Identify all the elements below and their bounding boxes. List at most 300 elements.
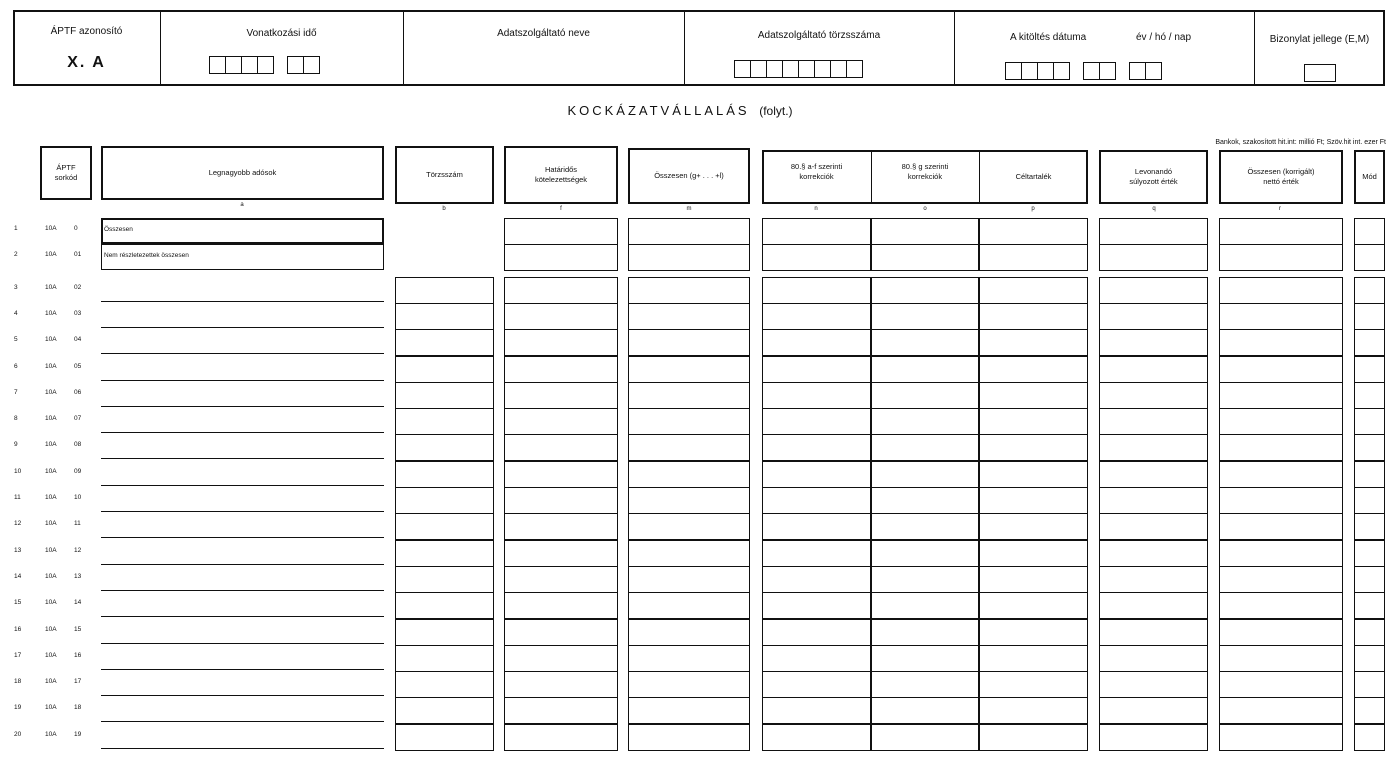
- value-cell[interactable]: [762, 540, 871, 567]
- value-cell[interactable]: [871, 592, 979, 619]
- value-cell[interactable]: [395, 487, 494, 514]
- value-cell[interactable]: [1099, 513, 1208, 540]
- row-number: 4: [14, 310, 18, 317]
- value-cell[interactable]: [1354, 303, 1385, 330]
- value-cell[interactable]: [871, 382, 979, 409]
- value-cell[interactable]: [628, 513, 750, 540]
- value-cell[interactable]: [762, 619, 871, 646]
- debtor-name-line[interactable]: [101, 721, 384, 722]
- reference-time-section: [160, 10, 403, 86]
- reference-time-digit-box[interactable]: [287, 56, 304, 74]
- provider-reg-section: [684, 10, 954, 86]
- value-cell[interactable]: [504, 645, 618, 672]
- value-cell[interactable]: [395, 461, 494, 488]
- provider-reg-digit-box[interactable]: [734, 60, 751, 78]
- value-cell[interactable]: [395, 513, 494, 540]
- value-cell[interactable]: [628, 566, 750, 593]
- value-cell[interactable]: [762, 408, 871, 435]
- value-cell[interactable]: [504, 303, 618, 330]
- value-cell[interactable]: [1099, 645, 1208, 672]
- row-number: 19: [14, 704, 22, 711]
- value-cell[interactable]: [1354, 434, 1385, 461]
- value-cell[interactable]: [395, 277, 494, 304]
- row-aptf-subcode: 06: [74, 389, 82, 396]
- title-suffix: (folyt.): [759, 104, 793, 118]
- value-cell[interactable]: [871, 487, 979, 514]
- value-cell[interactable]: [395, 645, 494, 672]
- value-cell[interactable]: [1354, 619, 1385, 646]
- row-number: 8: [14, 415, 18, 422]
- debtor-name-line[interactable]: [101, 564, 384, 565]
- value-cell[interactable]: [1099, 434, 1208, 461]
- letter-reg-no: b: [442, 206, 446, 212]
- value-cell[interactable]: [762, 461, 871, 488]
- value-cell[interactable]: [1099, 671, 1208, 698]
- letter-debtors: a: [240, 202, 244, 208]
- value-cell[interactable]: [1354, 487, 1385, 514]
- row-aptf-code: 10A: [45, 389, 57, 396]
- value-cell[interactable]: [504, 461, 618, 488]
- fill-date-digit-box[interactable]: [1083, 62, 1100, 80]
- value-cell[interactable]: [1354, 277, 1385, 304]
- value-cell[interactable]: [762, 487, 871, 514]
- value-cell[interactable]: [871, 244, 979, 271]
- units-note: Bankok, szakosított hit.int: millió Ft; Szöv.hit int. ezer Ft: [1215, 139, 1386, 146]
- row-aptf-subcode: 07: [74, 415, 82, 422]
- provider-reg-digit-box[interactable]: [750, 60, 767, 78]
- value-cell[interactable]: [628, 356, 750, 383]
- letter-total: m: [686, 206, 692, 212]
- value-cell[interactable]: [1219, 540, 1343, 567]
- value-cell[interactable]: [762, 218, 871, 245]
- debtor-name-line[interactable]: [101, 511, 384, 512]
- value-cell[interactable]: [1219, 671, 1343, 698]
- value-cell[interactable]: [1099, 619, 1208, 646]
- reference-time-digit-box[interactable]: [225, 56, 242, 74]
- value-cell[interactable]: [1219, 566, 1343, 593]
- value-cell[interactable]: [979, 619, 1088, 646]
- value-cell[interactable]: [628, 303, 750, 330]
- value-cell[interactable]: [1219, 461, 1343, 488]
- value-cell[interactable]: [1099, 277, 1208, 304]
- row-aptf-code: 10A: [45, 652, 57, 659]
- doc-type-input[interactable]: [1304, 64, 1336, 82]
- value-cell[interactable]: [979, 671, 1088, 698]
- value-cell[interactable]: [628, 244, 750, 271]
- value-cell[interactable]: [979, 303, 1088, 330]
- row-aptf-code: 10A: [45, 251, 57, 258]
- value-cell[interactable]: [762, 434, 871, 461]
- row-aptf-subcode: 11: [74, 520, 81, 527]
- value-cell[interactable]: [1219, 697, 1343, 724]
- value-cell[interactable]: [504, 566, 618, 593]
- value-cell[interactable]: [628, 382, 750, 409]
- row-number: 16: [14, 626, 22, 633]
- value-cell[interactable]: [1219, 218, 1343, 245]
- value-cell[interactable]: [871, 671, 979, 698]
- provider-reg-digit-box[interactable]: [830, 60, 847, 78]
- value-cell[interactable]: [1219, 645, 1343, 672]
- fill-date-label: A kitöltés dátuma: [1010, 32, 1087, 43]
- value-cell[interactable]: [395, 356, 494, 383]
- value-cell[interactable]: [1099, 244, 1208, 271]
- value-cell[interactable]: [504, 487, 618, 514]
- value-cell[interactable]: [504, 619, 618, 646]
- fill-date-digit-box[interactable]: [1145, 62, 1162, 80]
- value-cell[interactable]: [504, 592, 618, 619]
- value-cell[interactable]: [871, 540, 979, 567]
- provider-name-label: Adatszolgáltató neve: [497, 28, 590, 39]
- value-cell[interactable]: [504, 277, 618, 304]
- value-cell[interactable]: [504, 671, 618, 698]
- aptf-id-label: ÁPTF azonosító: [50, 26, 123, 37]
- fill-date-digit-box[interactable]: [1005, 62, 1022, 80]
- value-cell[interactable]: [1354, 329, 1385, 356]
- value-cell[interactable]: [979, 487, 1088, 514]
- letter-weighted: q: [1152, 206, 1156, 212]
- aptf-id-value: X. A: [67, 54, 106, 71]
- value-cell[interactable]: [628, 461, 750, 488]
- value-cell[interactable]: [762, 382, 871, 409]
- provider-reg-digit-box[interactable]: [766, 60, 783, 78]
- value-cell[interactable]: [504, 329, 618, 356]
- value-cell[interactable]: [628, 218, 750, 245]
- value-cell[interactable]: [628, 434, 750, 461]
- value-cell[interactable]: [871, 329, 979, 356]
- row-aptf-code: 10A: [45, 626, 57, 633]
- row-number: 1: [14, 225, 18, 232]
- value-cell[interactable]: [1354, 382, 1385, 409]
- row-number: 13: [14, 547, 22, 554]
- row-aptf-subcode: 15: [74, 626, 82, 633]
- debtor-name-line[interactable]: [101, 380, 384, 381]
- doc-type-section: [1254, 10, 1385, 86]
- value-cell[interactable]: [979, 382, 1088, 409]
- value-cell[interactable]: [395, 724, 494, 751]
- value-cell[interactable]: [871, 566, 979, 593]
- provider-reg-label: Adatszolgáltató törzsszáma: [757, 30, 881, 41]
- value-cell[interactable]: [979, 566, 1088, 593]
- value-cell[interactable]: [1354, 356, 1385, 383]
- value-cell[interactable]: [395, 671, 494, 698]
- value-cell[interactable]: [979, 408, 1088, 435]
- value-cell[interactable]: [871, 356, 979, 383]
- value-cell[interactable]: [871, 408, 979, 435]
- value-cell[interactable]: [395, 382, 494, 409]
- value-cell[interactable]: [1219, 724, 1343, 751]
- value-cell[interactable]: [628, 540, 750, 567]
- value-cell[interactable]: [979, 461, 1088, 488]
- col-aptf-code: ÁPTF sorkód: [40, 146, 92, 200]
- fill-date-digit-box[interactable]: [1099, 62, 1116, 80]
- row-aptf-subcode: 19: [74, 731, 82, 738]
- value-cell[interactable]: [979, 697, 1088, 724]
- letter-net: r: [1279, 206, 1281, 212]
- value-cell[interactable]: [871, 645, 979, 672]
- doc-type-label: Bizonylat jellege (E,M): [1269, 34, 1370, 45]
- value-cell[interactable]: [979, 540, 1088, 567]
- fill-date-digit-box[interactable]: [1037, 62, 1054, 80]
- value-cell[interactable]: [504, 408, 618, 435]
- debtor-name-line[interactable]: [101, 353, 384, 354]
- value-cell[interactable]: [395, 697, 494, 724]
- value-cell[interactable]: [979, 592, 1088, 619]
- title-main: KOCKÁZATVÁLLALÁS: [567, 103, 750, 118]
- provider-reg-digit-box[interactable]: [846, 60, 863, 78]
- debtor-name-line[interactable]: [101, 616, 384, 617]
- value-cell[interactable]: [762, 244, 871, 271]
- value-cell[interactable]: [1099, 724, 1208, 751]
- row-aptf-subcode: 01: [74, 251, 82, 258]
- value-cell[interactable]: [979, 277, 1088, 304]
- debtor-name-line[interactable]: [101, 643, 384, 644]
- debtor-name-line[interactable]: [101, 432, 384, 433]
- value-cell[interactable]: [395, 592, 494, 619]
- value-cell[interactable]: [1219, 303, 1343, 330]
- value-cell[interactable]: [1219, 487, 1343, 514]
- value-cell[interactable]: [1099, 697, 1208, 724]
- value-cell[interactable]: [1099, 566, 1208, 593]
- value-cell[interactable]: [504, 382, 618, 409]
- value-cell[interactable]: [628, 724, 750, 751]
- row-number: 20: [14, 731, 22, 738]
- value-cell[interactable]: [762, 329, 871, 356]
- value-cell[interactable]: [762, 592, 871, 619]
- value-cell[interactable]: [871, 461, 979, 488]
- value-cell[interactable]: [1099, 487, 1208, 514]
- value-cell[interactable]: [395, 619, 494, 646]
- value-cell[interactable]: [762, 277, 871, 304]
- fill-date-digit-box[interactable]: [1129, 62, 1146, 80]
- value-cell[interactable]: [871, 724, 979, 751]
- row-number: 17: [14, 652, 22, 659]
- value-cell[interactable]: [1099, 461, 1208, 488]
- provider-reg-digit-box[interactable]: [782, 60, 799, 78]
- value-cell[interactable]: [628, 329, 750, 356]
- debtor-name-line[interactable]: [101, 590, 384, 591]
- col-corr-af: 80.§ a-f szerinti korrekciók: [790, 162, 843, 181]
- col-off-balance: Határidős kötelezettségek: [504, 146, 618, 204]
- value-cell[interactable]: [1099, 303, 1208, 330]
- row-aptf-subcode: 10: [74, 494, 82, 501]
- value-cell[interactable]: [1219, 592, 1343, 619]
- reference-time-digit-box[interactable]: [257, 56, 274, 74]
- row-number: 2: [14, 251, 18, 258]
- value-cell[interactable]: [762, 645, 871, 672]
- letter-corr-af: n: [814, 206, 818, 212]
- row-aptf-subcode: 0: [74, 225, 78, 232]
- value-cell[interactable]: [979, 645, 1088, 672]
- value-cell[interactable]: [871, 277, 979, 304]
- value-cell[interactable]: [628, 671, 750, 698]
- form-title: [0, 103, 1360, 118]
- row-aptf-code: 10A: [45, 336, 57, 343]
- value-cell[interactable]: [871, 434, 979, 461]
- value-cell[interactable]: [762, 303, 871, 330]
- row-aptf-code: 10A: [45, 599, 57, 606]
- provider-name-section: [403, 10, 684, 86]
- row-aptf-code: 10A: [45, 494, 57, 501]
- row-aptf-subcode: 13: [74, 573, 82, 580]
- col-weighted: Levonandó súlyozott érték: [1099, 150, 1208, 204]
- letter-reserve: p: [1031, 206, 1035, 212]
- value-cell[interactable]: [1354, 461, 1385, 488]
- value-cell[interactable]: [628, 487, 750, 514]
- value-cell[interactable]: [1099, 408, 1208, 435]
- row-number: 15: [14, 599, 22, 606]
- fill-date-section: [954, 10, 1254, 86]
- value-cell[interactable]: [979, 218, 1088, 245]
- value-cell[interactable]: [1219, 382, 1343, 409]
- value-cell[interactable]: [762, 356, 871, 383]
- value-cell[interactable]: [504, 356, 618, 383]
- value-cell[interactable]: [1219, 619, 1343, 646]
- value-cell[interactable]: [1219, 356, 1343, 383]
- value-cell[interactable]: [1354, 697, 1385, 724]
- letter-corr-g: o: [923, 206, 927, 212]
- value-cell[interactable]: [1219, 408, 1343, 435]
- col-debtors: Legnagyobb adósok: [101, 146, 384, 200]
- value-cell[interactable]: [871, 513, 979, 540]
- value-cell[interactable]: [762, 566, 871, 593]
- value-cell[interactable]: [979, 513, 1088, 540]
- value-cell[interactable]: [504, 697, 618, 724]
- value-cell[interactable]: [1219, 434, 1343, 461]
- value-cell[interactable]: [979, 356, 1088, 383]
- debtor-name-line[interactable]: [101, 695, 384, 696]
- row-aptf-subcode: 17: [74, 678, 82, 685]
- value-cell[interactable]: [1219, 277, 1343, 304]
- row-number: 7: [14, 389, 18, 396]
- value-cell[interactable]: [628, 277, 750, 304]
- value-cell[interactable]: [628, 592, 750, 619]
- row-number: 6: [14, 363, 18, 370]
- value-cell[interactable]: [1099, 218, 1208, 245]
- value-cell[interactable]: [1354, 513, 1385, 540]
- value-cell[interactable]: [1354, 592, 1385, 619]
- value-cell[interactable]: [504, 513, 618, 540]
- row-aptf-code: 10A: [45, 310, 57, 317]
- row-number: 5: [14, 336, 18, 343]
- col-net: Összesen (korrigált) nettó érték: [1219, 150, 1343, 204]
- value-cell[interactable]: [395, 566, 494, 593]
- value-cell[interactable]: [1354, 645, 1385, 672]
- value-cell[interactable]: [979, 329, 1088, 356]
- row-aptf-code: 10A: [45, 225, 57, 232]
- debtor-name-line[interactable]: [101, 485, 384, 486]
- value-cell[interactable]: [979, 724, 1088, 751]
- col-reserve: Céltartalék: [1015, 172, 1052, 181]
- value-cell[interactable]: [1354, 540, 1385, 567]
- value-cell[interactable]: [871, 218, 979, 245]
- debtor-name-line[interactable]: [101, 327, 384, 328]
- debtor-name-line[interactable]: [101, 748, 384, 749]
- value-cell[interactable]: [1354, 244, 1385, 271]
- row-number: 12: [14, 520, 22, 527]
- value-cell[interactable]: [1219, 244, 1343, 271]
- value-cell[interactable]: [871, 619, 979, 646]
- value-cell[interactable]: [628, 408, 750, 435]
- row-aptf-subcode: 16: [74, 652, 82, 659]
- debtor-name-line[interactable]: [101, 537, 384, 538]
- reference-time-digit-box[interactable]: [209, 56, 226, 74]
- value-cell[interactable]: [504, 218, 618, 245]
- value-cell[interactable]: [1099, 592, 1208, 619]
- debtor-label-cell: [101, 218, 384, 244]
- value-cell[interactable]: [395, 434, 494, 461]
- value-cell[interactable]: [1219, 329, 1343, 356]
- debtor-name-line[interactable]: [101, 458, 384, 459]
- value-cell[interactable]: [628, 645, 750, 672]
- provider-reg-digit-box[interactable]: [814, 60, 831, 78]
- value-cell[interactable]: [979, 434, 1088, 461]
- value-cell[interactable]: [1354, 566, 1385, 593]
- value-cell[interactable]: [1099, 382, 1208, 409]
- row-aptf-subcode: 12: [74, 547, 82, 554]
- value-cell[interactable]: [628, 697, 750, 724]
- value-cell[interactable]: [1354, 671, 1385, 698]
- value-cell[interactable]: [504, 724, 618, 751]
- value-cell[interactable]: [1354, 408, 1385, 435]
- value-cell[interactable]: [1099, 329, 1208, 356]
- value-cell[interactable]: [628, 619, 750, 646]
- fill-date-digit-box[interactable]: [1053, 62, 1070, 80]
- reference-time-digit-box[interactable]: [241, 56, 258, 74]
- value-cell[interactable]: [395, 303, 494, 330]
- row-aptf-subcode: 05: [74, 363, 82, 370]
- debtor-name-line[interactable]: [101, 406, 384, 407]
- col-reg-no: Törzsszám: [395, 146, 494, 204]
- fill-date-digit-box[interactable]: [1021, 62, 1038, 80]
- value-cell[interactable]: [762, 697, 871, 724]
- row-aptf-code: 10A: [45, 363, 57, 370]
- value-cell[interactable]: [762, 671, 871, 698]
- row-aptf-code: 10A: [45, 573, 57, 580]
- debtor-label: Nem részletezettek összesen: [104, 252, 189, 259]
- debtor-name-line[interactable]: [101, 669, 384, 670]
- row-aptf-code: 10A: [45, 441, 57, 448]
- value-cell[interactable]: [979, 244, 1088, 271]
- value-cell[interactable]: [1219, 513, 1343, 540]
- value-cell[interactable]: [871, 303, 979, 330]
- value-cell[interactable]: [1099, 540, 1208, 567]
- debtor-name-line[interactable]: [101, 301, 384, 302]
- value-cell[interactable]: [762, 513, 871, 540]
- value-cell[interactable]: [504, 540, 618, 567]
- value-cell[interactable]: [1354, 218, 1385, 245]
- value-cell[interactable]: [504, 434, 618, 461]
- value-cell[interactable]: [395, 329, 494, 356]
- provider-reg-digit-box[interactable]: [798, 60, 815, 78]
- reference-time-digit-box[interactable]: [303, 56, 320, 74]
- value-cell[interactable]: [395, 540, 494, 567]
- row-number: 9: [14, 441, 18, 448]
- row-aptf-code: 10A: [45, 547, 57, 554]
- value-cell[interactable]: [504, 244, 618, 271]
- fill-date-format: év / hó / nap: [1136, 32, 1192, 43]
- value-cell[interactable]: [395, 408, 494, 435]
- letter-off-balance: f: [560, 206, 562, 212]
- row-aptf-code: 10A: [45, 520, 57, 527]
- row-aptf-code: 10A: [45, 704, 57, 711]
- value-cell[interactable]: [1354, 724, 1385, 751]
- row-aptf-subcode: 09: [74, 468, 82, 475]
- row-aptf-subcode: 02: [74, 284, 82, 291]
- value-cell[interactable]: [1099, 356, 1208, 383]
- value-cell[interactable]: [871, 697, 979, 724]
- value-cell[interactable]: [762, 724, 871, 751]
- row-aptf-code: 10A: [45, 284, 57, 291]
